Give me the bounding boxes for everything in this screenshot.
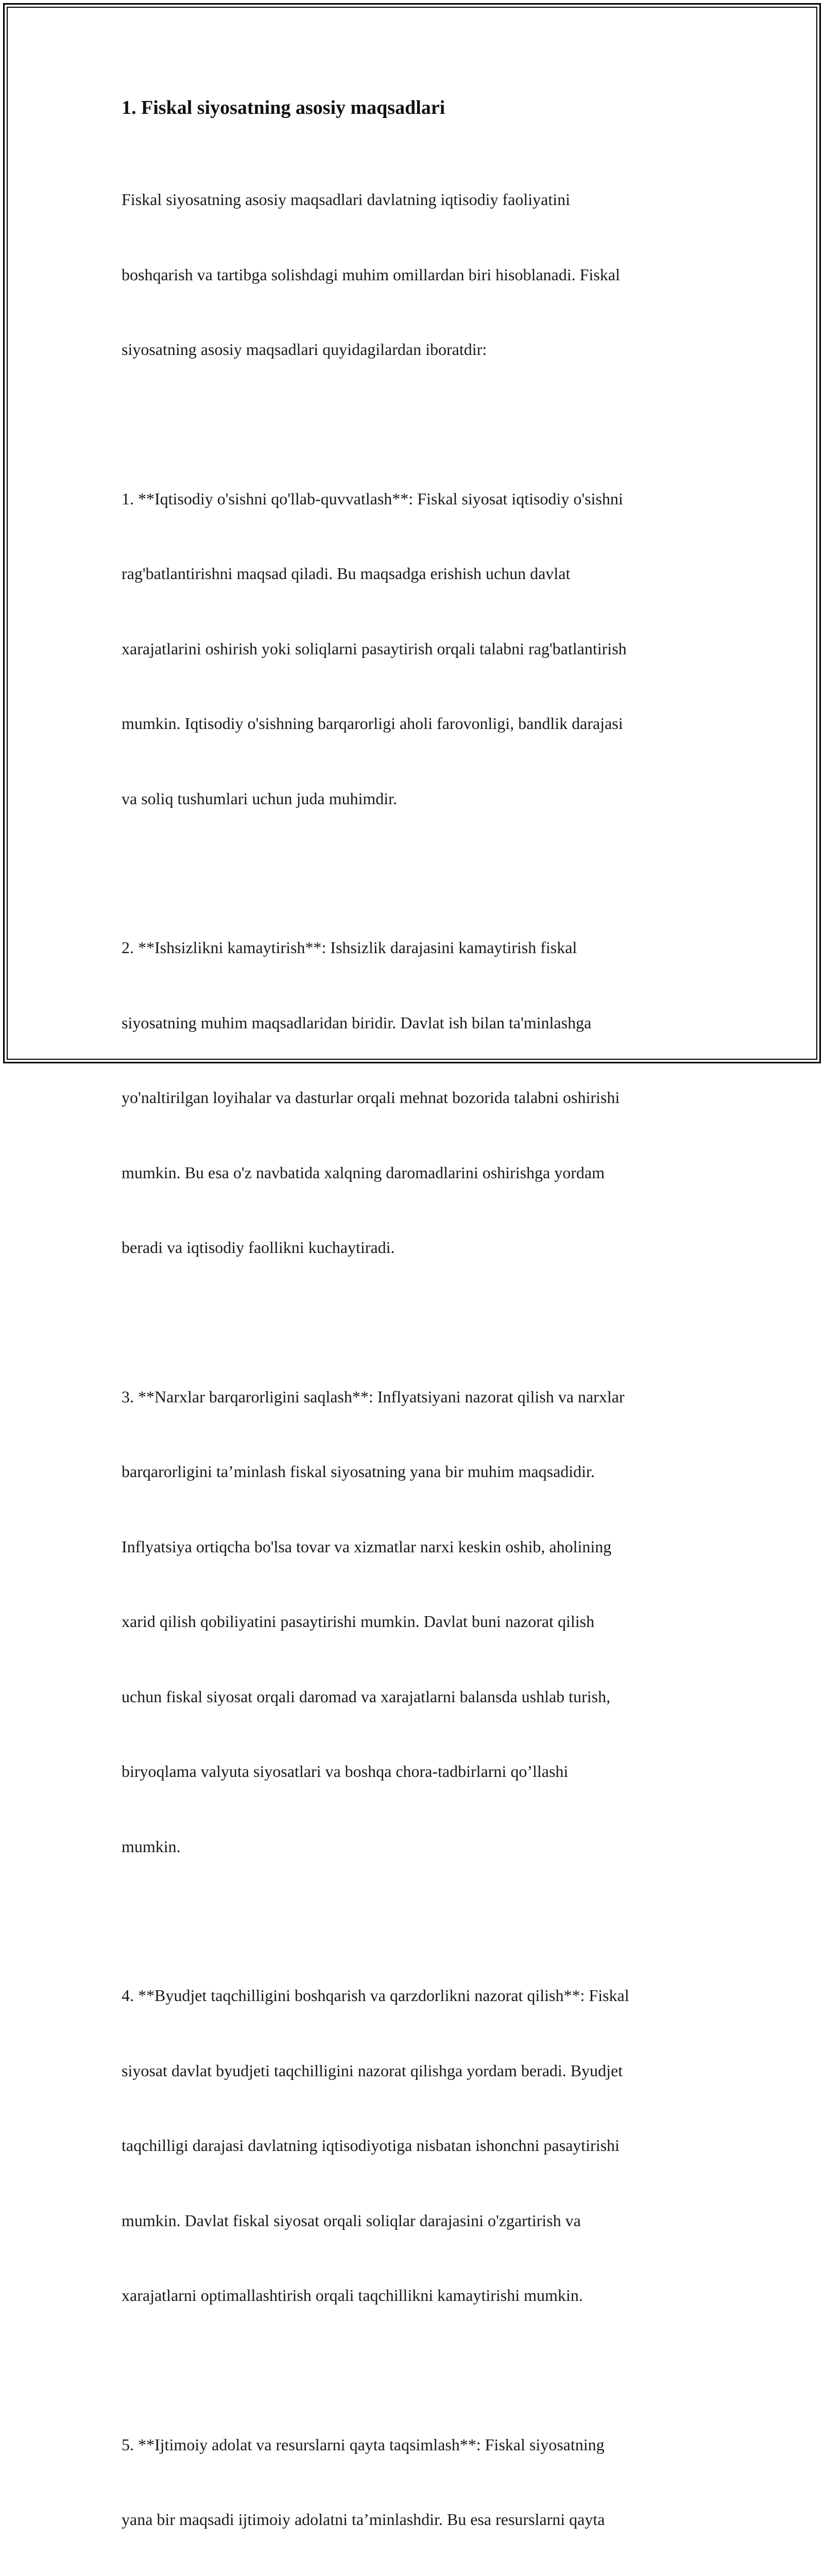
text-line: 2. **Ishsizlikni kamaytirish**: Ishsizlik darajasini kamaytirish fiskal — [122, 935, 703, 960]
text-line: taqchilligi darajasi davlatning iqtisodiyotiga nisbatan ishonchni pasaytirishi — [122, 2133, 703, 2158]
text-line: mumkin. Davlat fiskal siyosat orqali soliqlar darajasini o'zgartirish va — [122, 2208, 703, 2233]
text-line: mumkin. Iqtisodiy o'sishning barqarorligi aholi farovonligi, bandlik darajasi — [122, 711, 703, 736]
text-line: barqarorligini ta’minlash fiskal siyosatning yana bir muhim maqsadidir. — [122, 1459, 703, 1484]
goal-paragraph-1 — [122, 436, 703, 861]
text-line: 4. **Byudjet taqchilligini boshqarish va qarzdorlikni nazorat qilish**: Fiskal — [122, 1983, 703, 2008]
goal-paragraph-3 — [122, 1334, 703, 1909]
intro-paragraph — [122, 137, 703, 412]
text-line: yana bir maqsadi ijtimoiy adolatni ta’minlashdir. Bu esa resurslarni qayta — [122, 2507, 703, 2532]
section-heading: 1. Fiskal siyosatning asosiy maqsadlari — [122, 96, 703, 120]
text-line: yo'naltirilgan loyihalar va dasturlar orqali mehnat bozorida talabni oshirishi — [122, 1085, 703, 1110]
text-line: biryoqlama valyuta siyosatlari va boshqa chora-tadbirlarni qo’llashi — [122, 1759, 703, 1784]
text-line: Fiskal siyosatning asosiy maqsadlari davlatning iqtisodiy faoliyatini — [122, 187, 703, 212]
text-line: rag'batlantirishni maqsad qiladi. Bu maqsadga erishish uchun davlat — [122, 561, 703, 586]
text-line: va soliq tushumlari uchun juda muhimdir. — [122, 786, 703, 811]
text-line: uchun fiskal siyosat orqali daromad va xarajatlarni balansda ushlab turish, — [122, 1684, 703, 1709]
text-line: xarajatlarini oshirish yoki soliqlarni pasaytirish orqali talabni rag'batlantirish — [122, 636, 703, 662]
text-line: beradi va iqtisodiy faollikni kuchaytiradi. — [122, 1235, 703, 1260]
goal-paragraph-5 — [122, 2382, 703, 2576]
text-line: 3. **Narxlar barqarorligini saqlash**: Inflyatsiyani nazorat qilish va narxlar — [122, 1384, 703, 1410]
document-body — [122, 96, 703, 2576]
text-line: boshqarish va tartibga solishdagi muhim omillardan biri hisoblanadi. Fiskal — [122, 262, 703, 287]
goal-paragraph-4 — [122, 1933, 703, 2358]
text-line: 5. **Ijtimoiy adolat va resurslarni qayta taqsimlash**: Fiskal siyosatning — [122, 2432, 703, 2458]
text-line: siyosatning asosiy maqsadlari quyidagilardan iboratdir: — [122, 337, 703, 362]
text-line: Inflyatsiya ortiqcha bo'lsa tovar va xizmatlar narxi keskin oshib, aholining — [122, 1534, 703, 1560]
text-line: siyosatning muhim maqsadlaridan biridir. Davlat ish bilan ta'minlashga — [122, 1010, 703, 1036]
text-line: mumkin. — [122, 1834, 703, 1859]
text-line: mumkin. Bu esa o'z navbatida xalqning daromadlarini oshirishga yordam — [122, 1160, 703, 1185]
goal-paragraph-2 — [122, 885, 703, 1310]
text-line: xarajatlarni optimallashtirish orqali taqchillikni kamaytirishi mumkin. — [122, 2283, 703, 2308]
text-line: xarid qilish qobiliyatini pasaytirishi mumkin. Davlat buni nazorat qilish — [122, 1609, 703, 1634]
text-line: siyosat davlat byudjeti taqchilligini nazorat qilishga yordam beradi. Byudjet — [122, 2058, 703, 2083]
text-line: 1. **Iqtisodiy o'sishni qo'llab-quvvatlash**: Fiskal siyosat iqtisodiy o'sishni — [122, 486, 703, 512]
